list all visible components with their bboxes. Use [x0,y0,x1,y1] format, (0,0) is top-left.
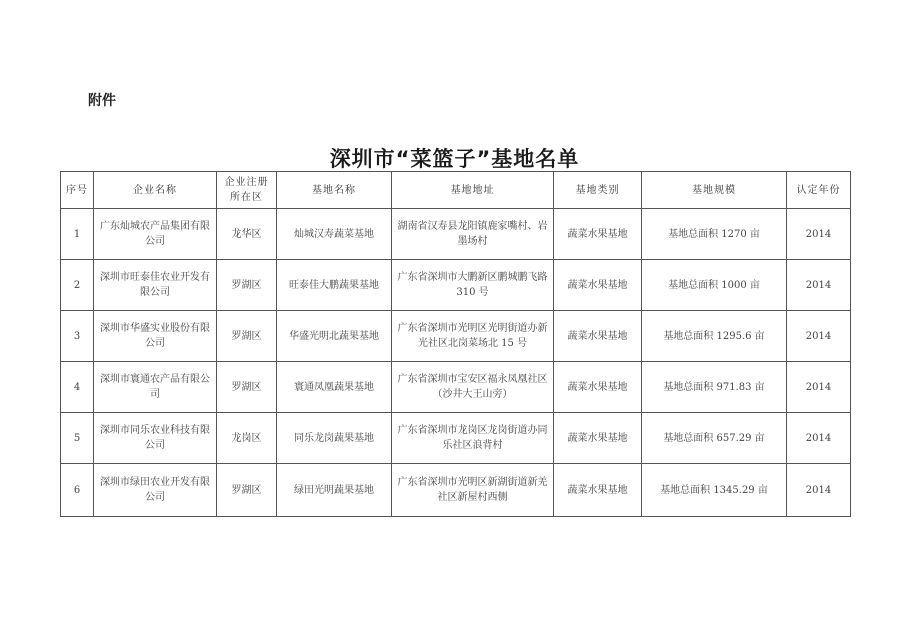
cell-year: 2014 [787,362,851,413]
cell-year: 2014 [787,260,851,311]
cell-year: 2014 [787,311,851,362]
cell-no: 5 [61,413,94,464]
table-row [61,260,851,311]
cell-scale: 基地总面积 971.83 亩 [642,362,787,413]
cell-district: 罗湖区 [217,362,277,413]
table-row [61,209,851,260]
cell-base-address: 广东省深圳市光明区新湖街道新羌社区新屋村西侧 [392,464,554,517]
cell-no: 3 [61,311,94,362]
cell-company: 深圳市绿田农业开发有限公司 [94,464,217,517]
cell-district: 罗湖区 [217,311,277,362]
cell-base-name: 绿田光明蔬果基地 [277,464,392,517]
header-category: 基地类别 [554,172,642,209]
cell-category: 蔬菜水果基地 [554,362,642,413]
table-header-row [61,172,851,209]
cell-category: 蔬菜水果基地 [554,464,642,517]
cell-company: 深圳市寰通农产品有限公司 [94,362,217,413]
base-list-table [60,171,851,517]
cell-base-address: 广东省深圳市大鹏新区鹏城鹏飞路 310 号 [392,260,554,311]
cell-district: 罗湖区 [217,464,277,517]
cell-scale: 基地总面积 1295.6 亩 [642,311,787,362]
cell-no: 4 [61,362,94,413]
attachment-label: 附件 [88,93,116,109]
cell-scale: 基地总面积 657.29 亩 [642,413,787,464]
cell-category: 蔬菜水果基地 [554,209,642,260]
header-scale: 基地规模 [642,172,787,209]
header-base-address: 基地地址 [392,172,554,209]
cell-base-name: 寰通凤凰蔬果基地 [277,362,392,413]
cell-scale: 基地总面积 1000 亩 [642,260,787,311]
cell-district: 龙岗区 [217,413,277,464]
cell-scale: 基地总面积 1270 亩 [642,209,787,260]
document-title: 深圳市“菜篮子”基地名单 [329,147,580,171]
table-row [61,413,851,464]
cell-category: 蔬菜水果基地 [554,413,642,464]
header-year: 认定年份 [787,172,851,209]
cell-company: 广东灿城农产品集团有限公司 [94,209,217,260]
cell-base-name: 灿城汉寿蔬菜基地 [277,209,392,260]
cell-district: 罗湖区 [217,260,277,311]
cell-no: 6 [61,464,94,517]
header-base-name: 基地名称 [277,172,392,209]
table-row [61,311,851,362]
cell-base-address: 湖南省汉寿县龙阳镇鹿家嘴村、岩墨场村 [392,209,554,260]
cell-year: 2014 [787,413,851,464]
table-row [61,362,851,413]
cell-company: 深圳市旺泰佳农业开发有限公司 [94,260,217,311]
cell-base-address: 广东省深圳市宝安区福永凤凰社区（沙井大王山旁） [392,362,554,413]
cell-base-address: 广东省深圳市龙岗区龙岗街道办同乐社区浪背村 [392,413,554,464]
header-no: 序号 [61,172,94,209]
cell-scale: 基地总面积 1345.29 亩 [642,464,787,517]
cell-company: 深圳市华盛实业股份有限公司 [94,311,217,362]
table-row [61,464,851,517]
cell-year: 2014 [787,464,851,517]
cell-category: 蔬菜水果基地 [554,311,642,362]
header-district: 企业注册所在区 [217,172,277,209]
cell-district: 龙华区 [217,209,277,260]
cell-base-name: 同乐龙岗蔬果基地 [277,413,392,464]
header-company: 企业名称 [94,172,217,209]
cell-year: 2014 [787,209,851,260]
cell-company: 深圳市同乐农业科技有限公司 [94,413,217,464]
cell-category: 蔬菜水果基地 [554,260,642,311]
cell-base-name: 华盛光明北蔬果基地 [277,311,392,362]
cell-no: 2 [61,260,94,311]
cell-base-address: 广东省深圳市光明区光明街道办新光社区北岗菜场北 15 号 [392,311,554,362]
cell-no: 1 [61,209,94,260]
cell-base-name: 旺泰佳大鹏蔬果基地 [277,260,392,311]
